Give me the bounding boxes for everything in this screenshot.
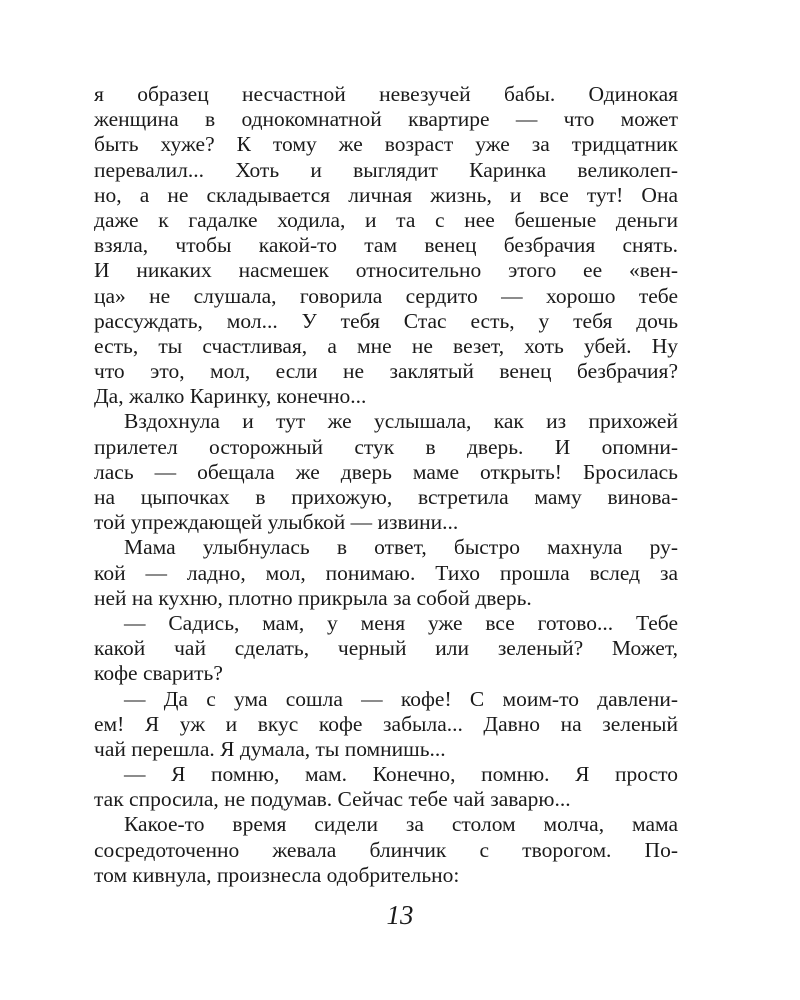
text-line: даже к гадалке ходила, и та с нее бешеные деньги [94,207,678,232]
book-page-text [94,82,678,888]
text-line: женщина в однокомнатной квартире — что может [94,107,678,132]
text-line: лась — обещала же дверь маме открыть! Бросилась [94,459,678,484]
text-line: ем! Я уж и вкус кофе забыла... Давно на зеленый [94,711,678,736]
paragraph [94,687,678,763]
paragraph [94,611,678,687]
text-line: Да, жалко Каринку, конечно... [94,384,367,409]
text-line: есть, ты счастливая, а мне не везет, хоть убей. Ну [94,333,678,358]
text-line: рассуждать, мол... У тебя Стас есть, у тебя дочь [94,308,678,333]
text-line: что это, мол, если не заклятый венец безбрачия? [94,359,678,384]
text-line: взяла, чтобы какой-то там венец безбрачия снять. [94,233,678,258]
text-line: том кивнула, произнесла одобрительно: [94,862,460,887]
text-line: я образец несчастной невезучей бабы. Одинокая [94,82,678,106]
text-line: сосредоточенно жевала блинчик с творогом. По- [94,837,678,862]
paragraph [94,812,678,888]
text-line: И никаких насмешек относительно этого ее «вен- [94,258,678,283]
text-line: прилетел осторожный стук в дверь. И опомни- [94,434,678,459]
paragraph [94,762,678,812]
text-line: Какое-то время сидели за столом молча, мама [124,812,678,837]
text-line: перевалил... Хоть и выглядит Каринка великолеп- [94,157,678,182]
text-line: чай перешла. Я думала, ты помнишь... [94,736,446,761]
text-line: кофе сварить? [94,661,223,686]
text-line: Мама улыбнулась в ответ, быстро махнула ру- [124,535,678,560]
text-line: быть хуже? К тому же возраст уже за тридцатник [94,132,678,157]
text-line: Вздохнула и тут же услышала, как из прихожей [124,409,678,434]
paragraph [94,409,678,535]
text-line: кой — ладно, мол, понимаю. Тихо прошла вслед за [94,560,678,585]
text-line: — Садись, мам, у меня уже все готово... Тебе [124,610,678,635]
text-line: — Я помню, мам. Конечно, помню. Я просто [124,762,678,787]
text-line: так спросила, не подумав. Сейчас тебе чай заварю... [94,787,571,812]
text-line: на цыпочках в прихожую, встретила маму винова- [94,485,678,509]
paragraph [94,82,678,409]
text-line: — Да с ума сошла — кофе! С моим-то давлени- [124,686,678,711]
page-number: 13 [386,900,414,930]
text-line: ца» не слушала, говорила сердито — хорошо тебе [94,283,678,308]
paragraph [94,535,678,611]
text-line: какой чай сделать, черный или зеленый? Может, [94,636,678,661]
text-line: ней на кухню, плотно прикрыла за собой дверь. [94,585,532,610]
text-line: но, а не складывается личная жизнь, и все тут! Она [94,182,678,207]
text-line: той упреждающей улыбкой — извини... [94,510,459,535]
